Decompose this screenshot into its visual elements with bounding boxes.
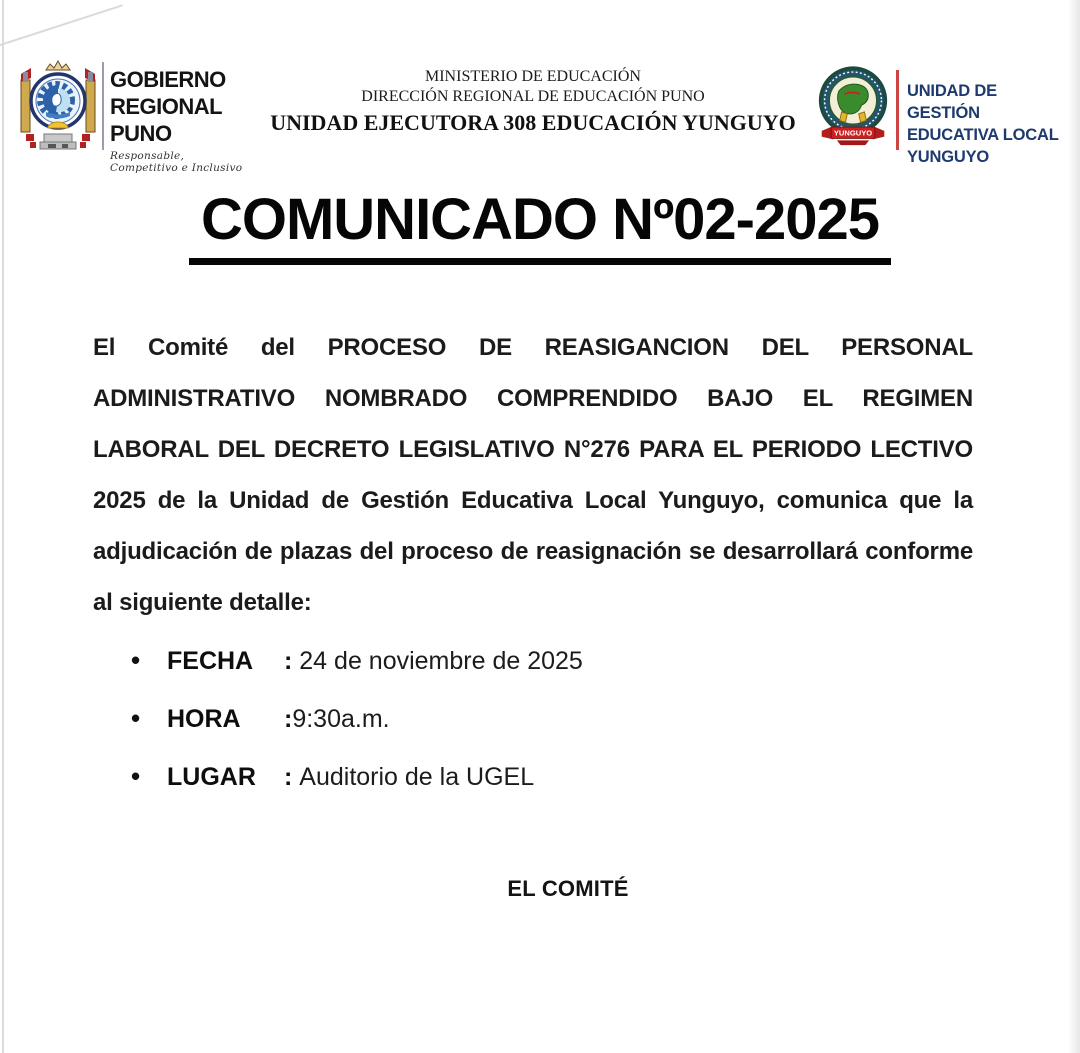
gobierno-regional-puno-logo [18, 58, 250, 174]
scan-edge-right [1068, 0, 1080, 1053]
detail-colon: : [284, 763, 300, 791]
ugel-emblem-icon [816, 62, 890, 158]
bullet-icon: • [131, 703, 141, 733]
ministry-header [250, 58, 816, 136]
announcement-paragraph: El Comité del PROCESO DE REASIGANCION DEL PERSONAL ADMINISTRATIVO NOMBRADO COMPRENDIDO BAJO EL REGIMEN LABORAL DEL DECRETO LEGISLATIVO N°276 PARA EL PERIODO LECTIVO 2025 de la Unidad de Gestión Educativa Local Yunguyo, comunica que la adjudicación de plazas del proceso de reasignación se desarrollará conforme al siguiente detalle: [93, 334, 973, 616]
scan-artifact-line [0, 4, 123, 47]
detail-label: HORA [167, 705, 241, 733]
right-logo-line1: UNIDAD DE GESTIÓN [907, 82, 997, 122]
bullet-icon: • [131, 645, 141, 675]
detail-value: 24 de noviembre de 2025 [299, 647, 583, 675]
detail-list [131, 645, 583, 819]
right-logo-line2: EDUCATIVA LOCAL [907, 126, 1059, 144]
page-title: COMUNICADO Nº02-2025 [189, 186, 891, 265]
detail-colon: : [284, 705, 293, 733]
detail-colon: : [284, 647, 300, 675]
puno-coat-of-arms-icon [18, 58, 98, 158]
right-logo-line3: YUNGUYO [907, 148, 990, 166]
letterhead [18, 58, 1068, 174]
committee-signature: EL COMITÉ [507, 876, 629, 901]
list-item-fecha [131, 645, 583, 675]
scan-edge-left [2, 0, 4, 1053]
detail-label: FECHA [167, 647, 254, 675]
emblem-ribbon-label: YUNGUYO [833, 128, 873, 138]
list-item-hora [131, 703, 583, 733]
bullet-icon: • [131, 761, 141, 791]
left-logo-line2: REGIONAL [110, 94, 223, 119]
detail-value: 9:30a.m. [292, 705, 390, 733]
executing-unit-line: UNIDAD EJECUTORA 308 EDUCACIÓN YUNGUYO [270, 110, 796, 135]
left-logo-line1: GOBIERNO [110, 67, 226, 92]
regional-direction-line: DIRECCIÓN REGIONAL DE EDUCACIÓN PUNO [361, 88, 705, 105]
list-item-lugar [131, 761, 583, 791]
ministry-line: MINISTERIO DE EDUCACIÓN [425, 68, 641, 85]
logo-text-separator [102, 62, 104, 150]
left-logo-line3: PUNO [110, 121, 172, 146]
detail-value: Auditorio de la UGEL [299, 763, 535, 791]
title-row [0, 186, 1080, 265]
ugel-yunguyo-logo [816, 58, 1068, 168]
detail-label: LUGAR [167, 763, 256, 791]
left-logo-tagline: Responsable, Competitivo e Inclusivo [110, 150, 243, 174]
red-separator [896, 70, 899, 150]
